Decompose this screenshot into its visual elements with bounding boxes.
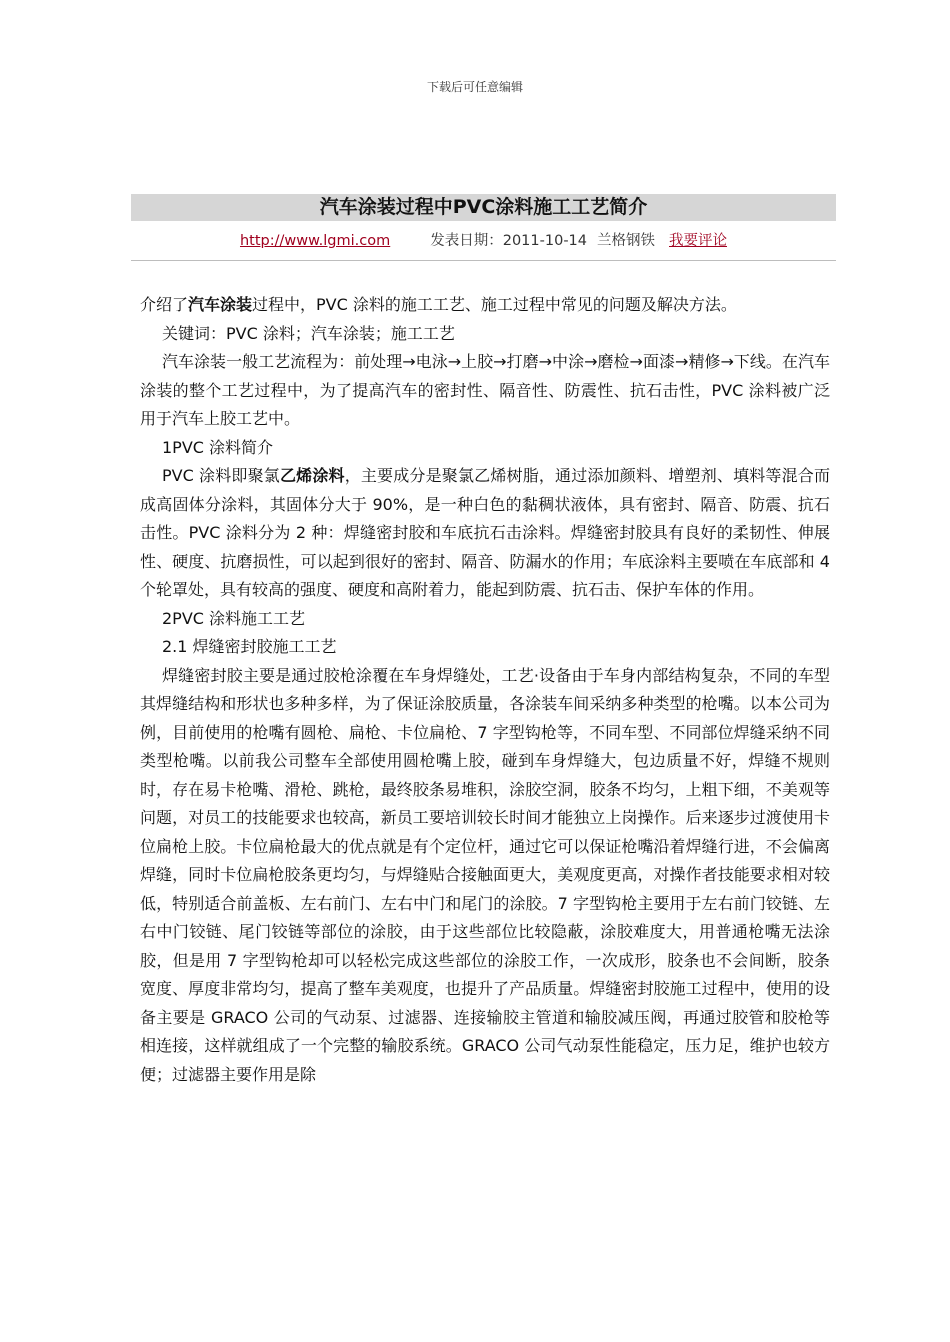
comment-link[interactable]: 我要评论 [669,233,728,249]
pvc-intro-paragraph [140,462,830,605]
intro-paragraph [140,291,830,320]
source-url-link[interactable]: http://www.lgmi.com [239,233,391,249]
intro-text-b: 过程中，PVC 涂料的施工工艺、施工过程中常见的问题及解决方法。 [252,295,737,314]
publish-date: 2011-10-14 [502,233,588,249]
article-body [140,291,830,1089]
intro-keyword-link[interactable]: 汽车涂装 [188,295,253,314]
source-name: 兰格钢铁 [597,233,656,249]
pvc-text-a: PVC 涂料即聚氯 [162,466,280,485]
article-title: 汽车涂装过程中PVC涂料施工工艺简介 [131,194,836,221]
process-paragraph: 汽车涂装一般工艺流程为：前处理→电泳→上胶→打磨→中涂→磨检→面漆→精修→下线。在汽车涂装的整个工艺过程中，为了提高汽车的密封性、隔音性、防震性、抗石击性，PVC 涂料被广泛用于汽车上胶工艺中。 [140,352,830,428]
article-meta [131,229,836,253]
page-header-note: 下载后可任意编辑 [426,80,523,94]
section-heading-2: 2PVC 涂料施工工艺 [162,608,306,628]
meta-divider [131,260,836,261]
pvc-keyword-link[interactable]: 乙烯涂料 [279,466,345,485]
date-label: 发表日期： [430,233,503,249]
section-heading-2-1: 2.1 焊缝密封胶施工工艺 [162,637,337,656]
section-heading-1: 1PVC 涂料简介 [162,437,274,457]
keywords-paragraph: 关键词：PVC 涂料；汽车涂装；施工工艺 [162,323,455,343]
pvc-text-b: ，主要成分是聚氯乙烯树脂，通过添加颜料、增塑剂、填料等混合而成高固体分涂料，其固体分大于 90%，是一种白色的黏稠状液体，具有密封、隔音、防震、抗石击性。PVC 涂料分为 2 种：焊缝密封胶和车底抗石击涂料。焊缝密封胶具有良好的柔韧性、伸展性、硬度、抗磨损性，可以起到很好的密封、隔音、防漏水的作用；车底涂料主要喷在车底部和 4 个轮罩处，具有较高的强度、硬度和高附着力，能起到防震、抗石击、保护车体的作用。 [140,466,830,599]
intro-text-a: 介绍了 [140,295,189,314]
sealant-paragraph: 焊缝密封胶主要是通过胶枪涂覆在车身焊缝处，工艺·设备由于车身内部结构复杂，不同的车型其焊缝结构和形状也多种多样，为了保证涂胶质量，各涂装车间采纳多种类型的枪嘴。以本公司为例，目前使用的枪嘴有圆枪、扁枪、卡位扁枪、7 字型钩枪等，不同车型、不同部位焊缝采纳不同类型枪嘴。以前我公司整车全部使用圆枪嘴上胶，碰到车身焊缝大，包边质量不好，焊缝不规则时，存在易卡枪嘴、滑枪、跳枪，最终胶条易堆积，涂胶空洞，胶条不均匀，上粗下细，不美观等问题，对员工的技能要求也较高，新员工要培训较长时间才能独立上岗操作。后来逐步过渡使用卡位扁枪上胶。卡位扁枪最大的优点就是有个定位杆，通过它可以保证枪嘴沿着焊缝行进，不会偏离焊缝，同时卡位扁枪胶条更均匀，与焊缝贴合接触面更大，美观度更高，对操作者技能要求相对较低，特别适合前盖板、左右前门、左右中门和尾门的涂胶。7 字型钩枪主要用于左右前门铰链、左右中门铰链、尾门铰链等部位的涂胶，由于这些部位比较隐蔽，涂胶难度大，用普通枪嘴无法涂胶，但是用 7 字型钩枪却可以轻松完成这些部位的涂胶工作，一次成形，胶条也不会间断，胶条宽度、厚度非常均匀，提高了整车美观度，也提升了产品质量。焊缝密封胶施工过程中，使用的设备主要是 GRACO 公司的气动泵、过滤器、连接输胶主管道和输胶减压阀，再通过胶管和胶枪等相连接，这样就组成了一个完整的输胶系统。GRACO 公司气动泵性能稳定，压力足，维护也较方便；过滤器主要作用是除 [140,665,830,1084]
